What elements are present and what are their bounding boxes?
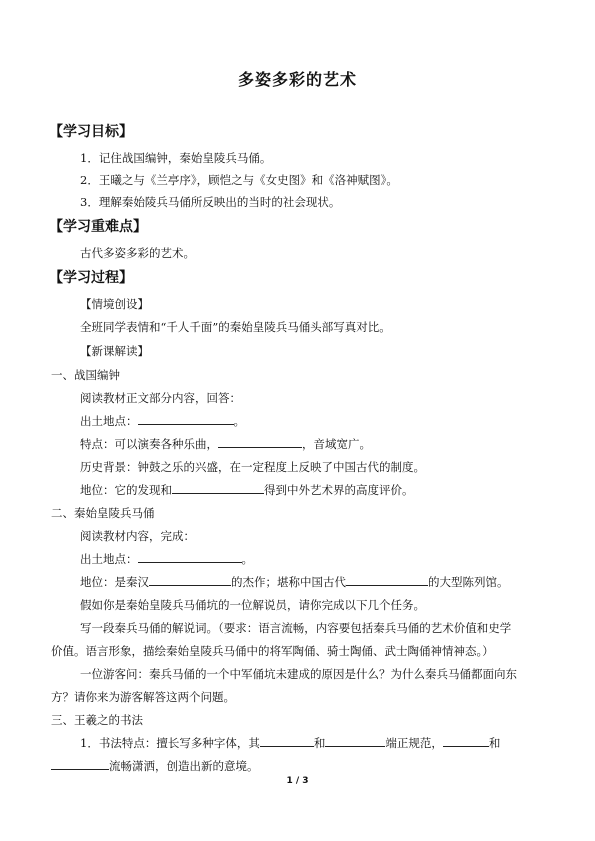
part1-site-label: 出土地点： (80, 414, 138, 428)
part2-task: 假如你是秦始皇陵兵马俑坑的一位解说员，请你完成以下几个任务。 (80, 598, 425, 612)
part1-feature-label: 特点：可以演奏各种乐曲， (80, 437, 218, 451)
part2-status-label: 地位：是秦汉 (80, 575, 149, 589)
part2-site-label: 出土地点： (80, 552, 138, 566)
goal-item-1: 1．记住战国编钟，秦始皇陵兵马俑。 (80, 151, 272, 165)
part2-status-end: 的大型陈列馆。 (428, 575, 509, 589)
part1-feature-blank[interactable] (218, 436, 302, 448)
part2-status-blank-1[interactable] (149, 574, 231, 586)
process-heading: 【学习过程】 (49, 270, 133, 286)
part2-site-blank[interactable] (138, 551, 242, 563)
part3-blank-3[interactable] (443, 735, 489, 747)
part1-status-blank[interactable] (172, 482, 264, 494)
part2-task1-line1: 写一段秦兵马俑的解说词。（要求：语言流畅，内容要包括秦兵马俑的艺术价值和史学 (80, 621, 512, 635)
part3-l1-and: 和 (313, 736, 326, 750)
part1-site-line (80, 413, 245, 429)
part1-status-line (80, 482, 414, 498)
part2-status-line (80, 574, 509, 590)
part1-heading: 一、战国编钟 (51, 368, 120, 382)
new-lesson-label: 【新课解读】 (80, 344, 149, 358)
part3-blank-1[interactable] (260, 735, 314, 747)
part2-task2-line2: 方？请你来为游客解答这两个问题。 (51, 690, 235, 704)
part3-blank-4[interactable] (51, 758, 109, 770)
goals-heading: 【学习目标】 (49, 124, 133, 140)
part3-l1-label: 1．书法特点：擅长写多种字体，其 (80, 736, 260, 750)
part2-status-blank-2[interactable] (346, 574, 428, 586)
part2-heading: 二、秦始皇陵兵马俑 (51, 506, 155, 520)
goal-item-3: 3．理解秦始陵兵马俑所反映出的当时的社会现状。 (80, 195, 341, 209)
part3-line1 (80, 735, 500, 751)
part2-task2-line1: 一位游客问：秦兵马俑的一个中军俑坑未建成的原因是什么？为什么秦兵马俑都面向东 (80, 667, 517, 681)
part2-status-mid: 的杰作；堪称中国古代 (231, 575, 346, 589)
part1-status-label: 地位：它的发现和 (80, 483, 172, 497)
part1-site-end: 。 (233, 414, 245, 428)
scenario-label: 【情境创设】 (80, 297, 149, 311)
part1-status-end: 得到中外艺术界的高度评价。 (264, 483, 414, 497)
part3-l1-and2: 和 (488, 736, 501, 750)
scenario-text: 全班同学表情和“千人千面”的秦始皇陵兵马俑头部写真对比。 (80, 320, 391, 334)
part1-feature-end: ，音域宽广。 (302, 437, 371, 451)
key-text: 古代多姿多彩的艺术。 (80, 246, 195, 260)
key-heading: 【学习重难点】 (49, 219, 147, 235)
part3-line2 (51, 758, 259, 774)
part3-l2-text: 流畅潇洒，创造出新的意境。 (109, 759, 259, 773)
page-title: 多姿多彩的艺术 (237, 70, 357, 89)
part3-heading: 三、王羲之的书法 (51, 713, 143, 727)
part2-site-line (80, 551, 253, 567)
part1-history: 历史背景：钟鼓之乐的兴盛，在一定程度上反映了中国古代的制度。 (80, 460, 425, 474)
page-number: 1 / 3 (286, 776, 309, 786)
goal-item-2: 2．王曦之与《兰亭序》，顾恺之与《女史图》和《洛神赋图》。 (80, 173, 398, 187)
part3-blank-2[interactable] (325, 735, 385, 747)
part2-task1-line2: 价值。语言形象，描绘秦始皇陵兵马俑中的将军陶俑、骑士陶俑、武士陶俑神情神态。） (51, 644, 494, 658)
part2-read: 阅读教材内容，完成： (80, 529, 195, 543)
part1-site-blank[interactable] (138, 413, 234, 425)
part1-read: 阅读教材正文部分内容，回答： (80, 391, 241, 405)
part2-site-end: 。 (241, 552, 253, 566)
part1-feature-line (80, 436, 371, 452)
part3-l1-mid: 端正规范， (385, 736, 443, 750)
